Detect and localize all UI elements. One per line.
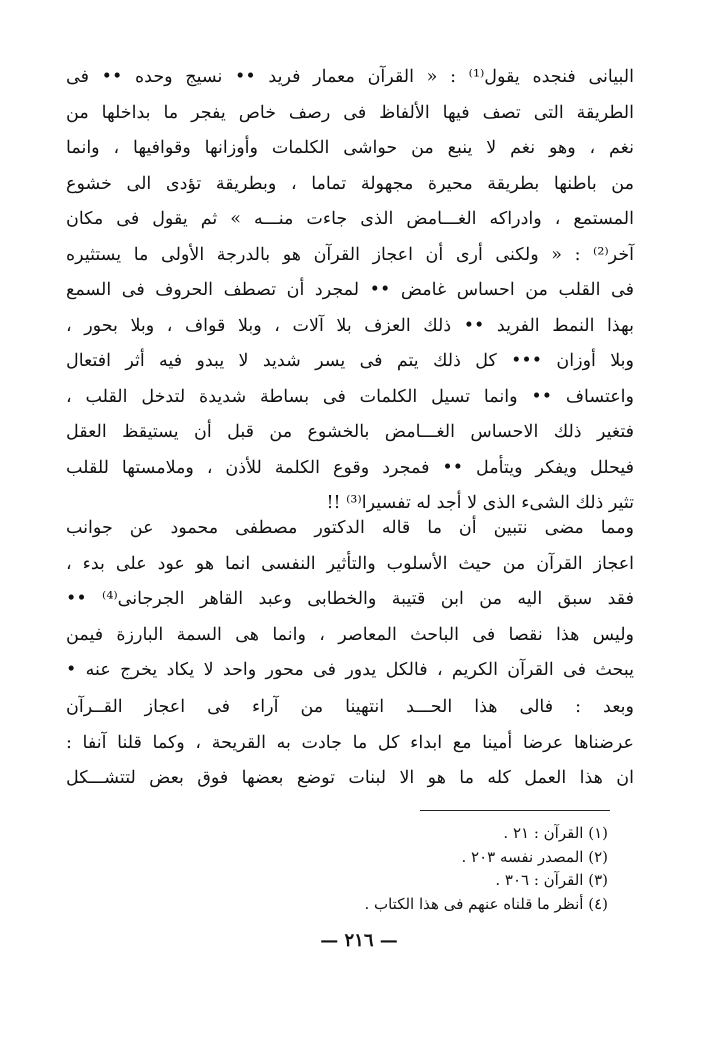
footnote-2: (٢) المصدر نفسه ٢٠٣ .: [461, 847, 608, 866]
page-number: — ٢١٦ —: [320, 930, 398, 951]
text-line: تثير ذلك الشىء الذى لا أجد له تفسيرا⁽³⁾ !!: [326, 493, 634, 513]
text-line: اعجاز القرآن من حيث الأسلوب والتأثير النفسى انما هو عود على بدء ،: [66, 553, 634, 574]
paragraph-3: [66, 690, 634, 797]
text-line: من باطنها بطريقة محيرة مجهولة تماما ، وبطريقة تؤدى الى خشوع: [66, 173, 634, 194]
text-line: البيانى فنجده يقول⁽¹⁾ : « القرآن معمار فريد •• نسيج وحده •• فى: [66, 67, 634, 87]
text-line: عرضناها عرضا أمينا مع ابداء كل ما جادت به القريحة ، وكما قلنا آنفا :: [66, 732, 634, 753]
text-line: وليس هذا نقصا فى الباحث المعاصر ، وانما هى السمة البارزة فيمن: [66, 624, 634, 645]
text-line: المستمع ، وادراكه الغـــامض الذى جاءت منـــه » ثم يقول فى مكان: [66, 209, 634, 229]
text-line: وبعد : فالى هذا الحـــد انتهينا من آراء فى اعجاز القــرآن: [66, 697, 634, 717]
paragraph-1: [66, 60, 634, 522]
text-line: وبلا أوزان ••• كل ذلك يتم فى يسر شديد لا يبدو فيه أثر افتعال: [66, 351, 634, 371]
text-line: بهذا النمط الفريد •• ذلك العزف بلا آلات ، وبلا قواف ، وبلا بحور ،: [66, 315, 634, 336]
text-line: فقد سبق اليه من ابن قتيبة والخطابى وعبد القاهر الجرجانى⁽⁴⁾ ••: [66, 589, 634, 609]
paragraph-2: [66, 511, 634, 689]
text-line: نغم ، وهو نغم لا ينبع من حواشى الكلمات وأوزانها وقوافيها ، وانما: [66, 138, 634, 158]
text-line: فى القلب من احساس غامض •• لمجرد أن تصطف الحروف فى السمع: [66, 280, 634, 300]
footnotes: [200, 822, 608, 916]
text-line: فيحلل ويفكر ويتأمل •• فمجرد وقوع الكلمة للأذن ، وملامستها للقلب: [66, 457, 634, 478]
text-line: واعتساف •• وانما تسيل الكلمات فى بساطة شديدة لتدخل القلب ،: [66, 386, 634, 407]
footnote-4: (٤) أنظر ما قلناه عنهم فى هذا الكتاب .: [364, 894, 608, 913]
text-line: آخر⁽²⁾ : « ولكنى أرى أن اعجاز القرآن هو بالدرجة الأولى ما يستثيره: [66, 244, 634, 265]
footnote-1: (١) القرآن : ٢١ .: [503, 824, 608, 842]
text-line: يبحث فى القرآن الكريم ، فالكل يدور فى محور واحد لا يكاد يخرج عنه •: [66, 660, 634, 680]
text-line: ان هذا العمل كله ما هو الا لبنات توضع بعضها فوق بعض لتتشـــكل: [66, 768, 634, 788]
footnote-separator: [420, 810, 610, 811]
text-line: فتغير ذلك الاحساس الغـــامض بالخشوع من قبل أن يستيقظ العقل: [66, 422, 634, 442]
footnote-3: (٣) القرآن : ٣٠٦ .: [495, 871, 608, 889]
text-line: ومما مضى نتبين أن ما قاله الدكتور مصطفى محمود عن جوانب: [66, 518, 634, 538]
text-line: الطريقة التى تصف فيها الألفاظ فى رصف خاص يفجر ما بداخلها من: [66, 102, 634, 123]
